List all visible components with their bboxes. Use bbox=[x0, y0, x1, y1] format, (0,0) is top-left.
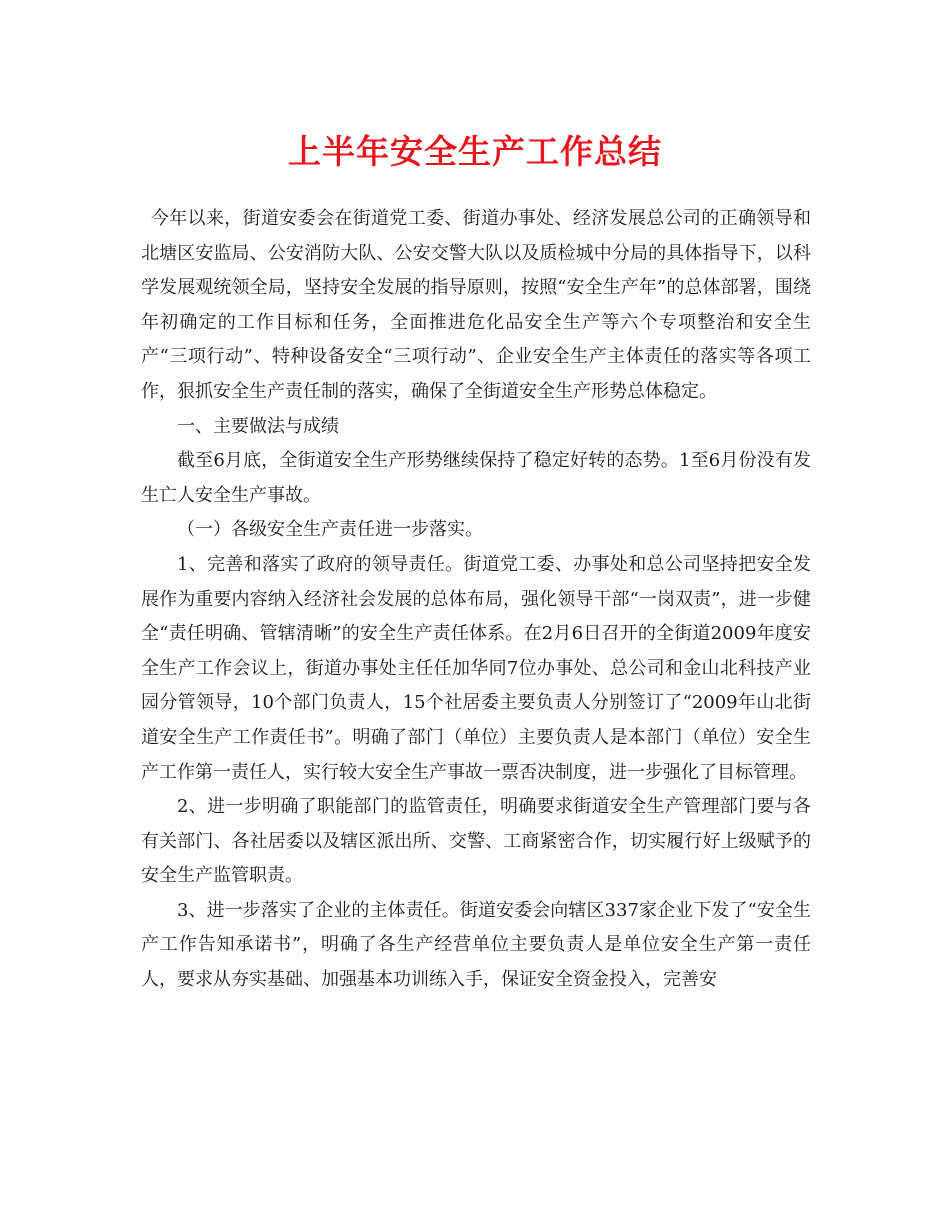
document-title: 上半年安全生产工作总结 bbox=[288, 132, 662, 171]
paragraph-item-3: 3、进一步落实了企业的主体责任。街道安委会向辖区337家企业下发了“安全生产工作告知承诺书”，明确了各生产经营单位主要负责人是单位安全生产第一责任人，要求从夯实基础、加强基本功训练入手，保证安全资金投入，完善安 bbox=[141, 899, 811, 991]
paragraph-intro: 今年以来，街道安委会在街道党工委、街道办事处、经济发展总公司的正确领导和北塘区安监局、公安消防大队、公安交警大队以及质检城中分局的具体指导下，以科学发展观统领全局，坚持安全发展的指导原则，按照“安全生产年”的总体部署，围绕年初确定的工作目标和任务，全面推进危化品安全生产等六个专项整治和安全生产“三项行动”、特种设备安全“三项行动”、企业安全生产主体责任的落实等各项工作，狠抓安全生产责任制的落实，确保了全街道安全生产形势总体稳定。 bbox=[141, 208, 811, 402]
document-body bbox=[141, 202, 811, 998]
paragraph-summary: 截至6月底，全街道安全生产形势继续保持了稳定好转的态势。1至6月份没有发生亡人安全生产事故。 bbox=[141, 450, 811, 506]
section-heading-main-practices: 一、主要做法与成绩 bbox=[177, 415, 339, 437]
paragraph-item-1: 1、完善和落实了政府的领导责任。街道党工委、办事处和总公司坚持把安全发展作为重要内容纳入经济社会发展的总体布局，强化领导干部“一岗双责”，进一步健全“责任明确、管辖清晰”的安全生产责任体系。在2月6日召开的全街道2009年度安全生产工作会议上，街道办事处主任任加华同7位办事处、总公司和金山北科技产业园分管领导，10个部门负责人，15个社居委主要负责人分别签订了“2009年山北街道安全生产工作责任书”。明确了部门（单位）主要负责人是本部门（单位）安全生产工作第一责任人，实行较大安全生产事故一票否决制度，进一步强化了目标管理。 bbox=[141, 553, 811, 783]
paragraph-item-2: 2、进一步明确了职能部门的监管责任，明确要求街道安全生产管理部门要与各有关部门、各社居委以及辖区派出所、交警、工商紧密合作，切实履行好上级赋予的安全生产监管职责。 bbox=[141, 796, 811, 887]
subsection-heading-responsibility: （一）各级安全生产责任进一步落实。 bbox=[177, 519, 483, 541]
